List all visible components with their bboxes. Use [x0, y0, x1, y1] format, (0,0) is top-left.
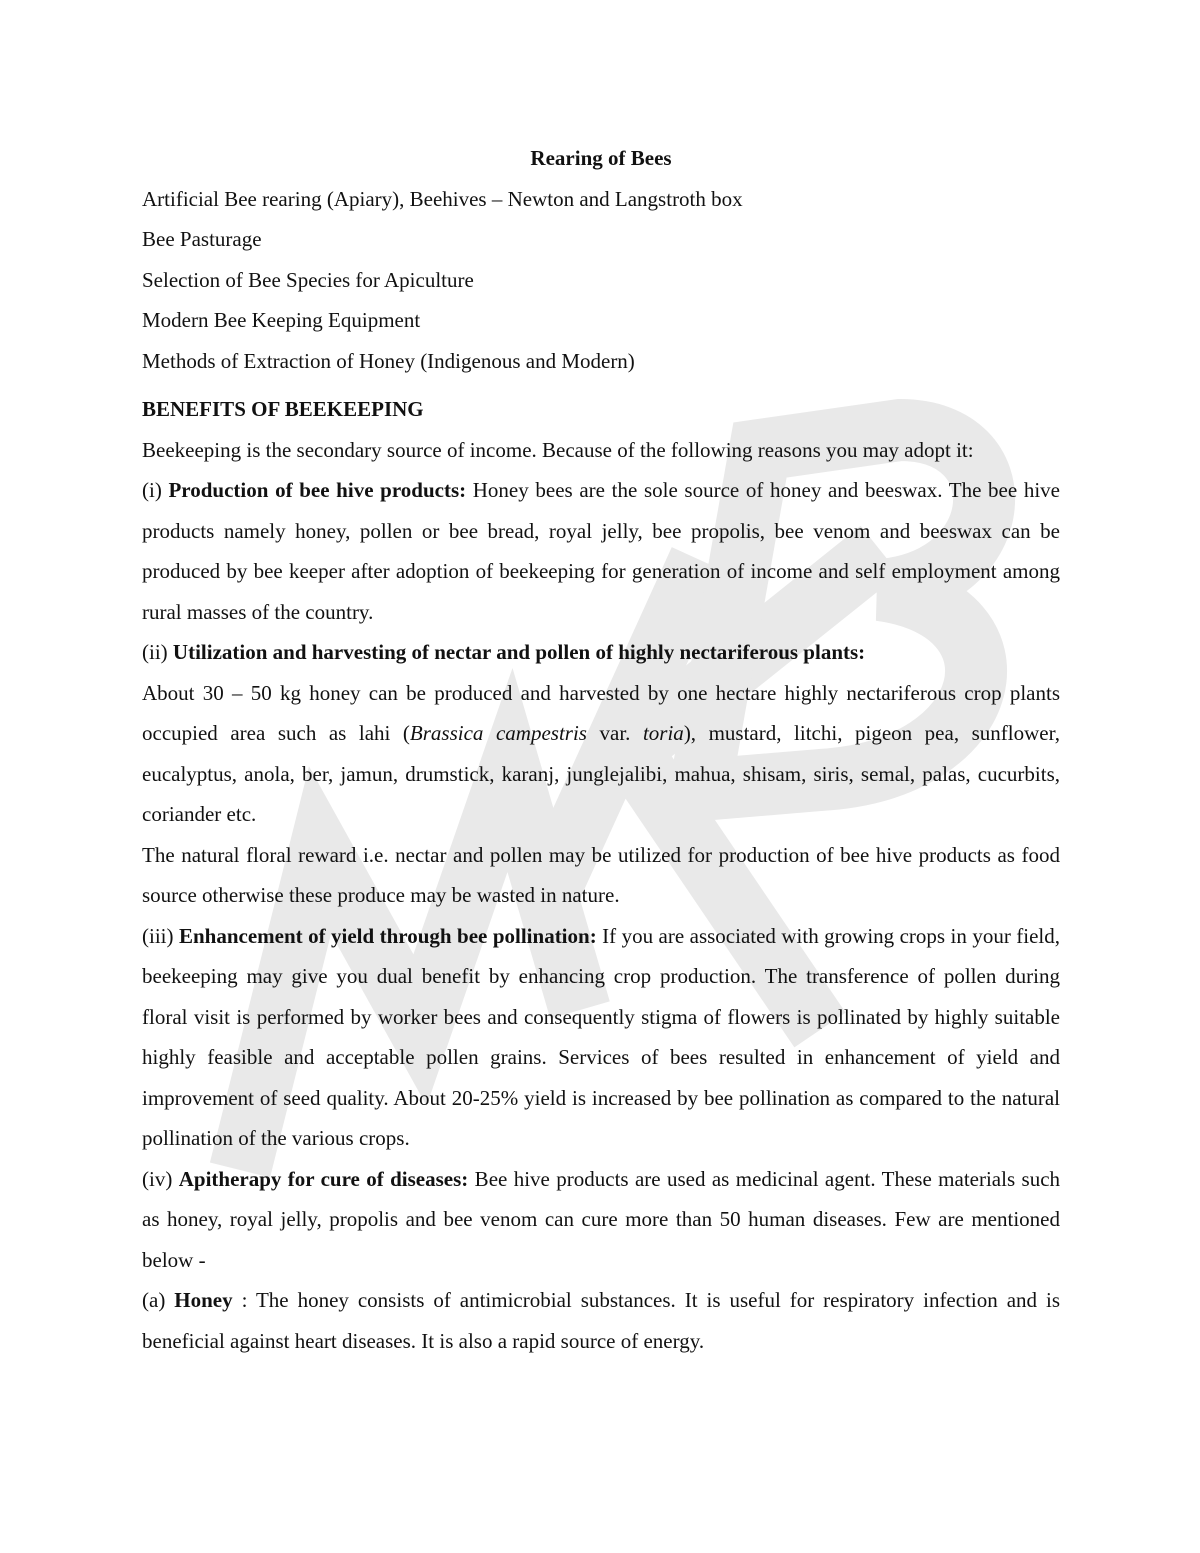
topic-item: Selection of Bee Species for Apiculture: [142, 267, 474, 292]
body-text: ), mustard, litchi, pigeon pea, sunflower, eucalyptus, anola, ber, jamun, drumstick, karanj, junglejalibi, mahua, shisam, siris, semal, palas, cucurbits, coriander etc.: [142, 721, 1061, 826]
document-page: [142, 138, 1060, 1361]
benefit-paragraph-i: [142, 470, 1060, 632]
document-title: Rearing of Bees: [530, 146, 672, 170]
benefit-paragraph-iv: [142, 1159, 1060, 1281]
item-number: (ii): [142, 640, 173, 664]
species-name: Brassica campestris: [409, 721, 587, 745]
benefit-text: Bee hive products are used as medicinal agent. These materials such as honey, royal jelly, propolis and bee venom can cure more than 50 human diseases. Few are mentioned below -: [142, 1166, 1061, 1272]
floral-reward-paragraph: The natural floral reward i.e. nectar and pollen may be utilized for production of bee hive products as food source otherwise these produce may be wasted in nature.: [142, 842, 1060, 907]
benefit-text: Honey bees are the sole source of honey and beeswax. The bee hive products namely honey, pollen or bee bread, royal jelly, bee propolis, bee venom and beeswax can be produced by bee keeper after adoption of beekeeping for generation of income and self employment among rural masses of the country.: [142, 478, 1060, 624]
body-text: About 30 – 50 kg honey can be produced and harvested by one hectare highly nectariferous crop plants occupied area such as lahi (: [142, 680, 1060, 745]
item-number: (a): [142, 1288, 175, 1312]
body-text: var.: [586, 721, 643, 745]
benefit-paragraph-iii: [142, 916, 1060, 1159]
benefit-paragraph-ii: [142, 632, 1060, 673]
benefit-title: Apitherapy for cure of diseases:: [178, 1166, 469, 1191]
item-number: (i): [142, 478, 169, 502]
item-number: (iii): [142, 923, 179, 948]
honey-paragraph: [142, 1280, 1060, 1361]
topic-item: Bee Pasturage: [142, 227, 262, 251]
intro-paragraph: Beekeeping is the secondary source of income. Because of the following reasons you may adopt it:: [142, 437, 974, 462]
benefit-text: If you are associated with growing crops in your field, beekeeping may give you dual benefit by enhancing crop production. The transference of pollen during floral visit is performed by worker bees and consequently stigma of flowers is pollinated by highly suitable highly feasible and acceptable pollen grains. Services of bees resulted in enhancement of yield and improvement of seed quality. About 20-25% yield is increased by bee pollination as compared to the natural pollination of the various crops.: [142, 923, 1060, 1150]
topic-item: Modern Bee Keeping Equipment: [142, 308, 421, 332]
benefit-text: : The honey consists of antimicrobial substances. It is useful for respiratory infection and is beneficial against heart diseases. It is also a rapid source of energy.: [142, 1288, 1060, 1353]
benefit-title: Utilization and harvesting of nectar and pollen of highly nectariferous plants:: [172, 640, 866, 664]
section-heading: BENEFITS OF BEEKEEPING: [142, 397, 424, 421]
variety-name: toria: [642, 721, 684, 745]
benefit-title: Honey: [174, 1288, 233, 1312]
benefit-title: Production of bee hive products:: [168, 478, 467, 502]
item-number: (iv): [142, 1166, 179, 1191]
nectar-plants-paragraph: [142, 673, 1060, 835]
benefit-title: Enhancement of yield through bee pollination:: [178, 923, 597, 948]
topic-item: Artificial Bee rearing (Apiary), Beehives – Newton and Langstroth box: [142, 186, 743, 211]
topic-item: Methods of Extraction of Honey (Indigenous and Modern): [142, 348, 635, 373]
